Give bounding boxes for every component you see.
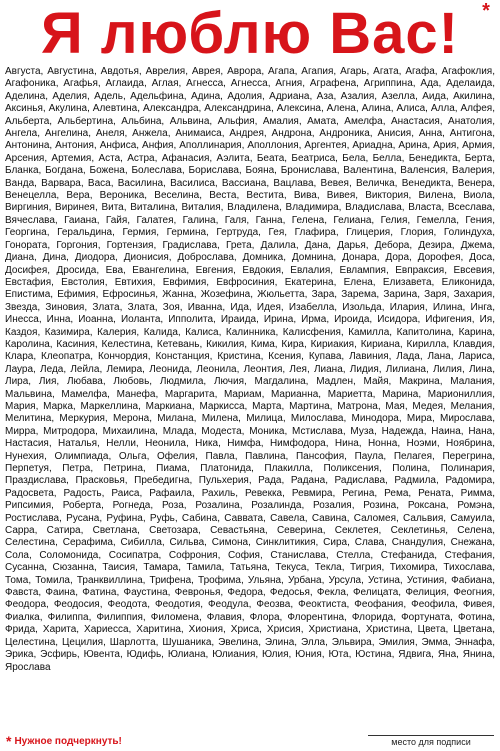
title-asterisk: * [482, 0, 490, 22]
names-list: Августа, Августина, Авдотья, Аврелия, Аврея, Аврора, Агапа, Агапия, Агарь, Агата, Агафа, Агафоклия, Агафоника, Агафья, Аглаида, Аглая, Агнесса, Агнесса, Агния, Аграфена, Агриппина, Ада, Аделаида, Аделина, Аделия, Адель, Адельфина, Адина, Адолия, Адриана, Аза, Азалия, Азелла, Аида, Акилина, Аксинья, Акулина, Алевтина, Александра, Александрина, Алексина, Алена, Алина, Алиса, Алла, Алфея, Альберта, Альбертина, Альбина, Альвина, Альфия, Амалия, Амата, Амелфа, Анастасия, Анатолия, Ангела, Ангелина, Анеля, Анжела, Анимаиса, Андрея, Андрона, Андроника, Анисия, Анна, Антигона, Антонина, Антония, Анфиса, Анфия, Аполлинария, Аполлония, Аргентея, Ариадна, Арина, Ария, Армия, Арсения, Артемия, Аста, Астра, Афанасия, Аэлита, Беата, Беатриса, Бела, Белла, Бенедикта, Берта, Бланка, Богдана, Божена, Болеслава, Борислава, Бояна, Бронислава, Валентина, Валенсия, Валерия, Ванда, Варвара, Васа, Василина, Василиса, Вассиана, Вацлава, Вевея, Величка, Венедикта, Венера, Венецелла, Вера, Вероника, Веселина, Веста, Вестита, Вива, Вивея, Виктория, Вилена, Виола, Виргиния, Виринея, Вита, Виталина, Виталия, Владилена, Владимира, Владислава, Власта, Всеслава, Вячеслава, Гаиана, Гайя, Галатея, Галина, Галя, Ганна, Гелена, Гелиана, Гелия, Гемелла, Гения, Георгина, Геральдина, Гермия, Гермина, Гертруда, Гея, Глафира, Глицерия, Глория, Голиндуха, Гонората, Горгония, Гортензия, Градислава, Грета, Далила, Дана, Дарья, Дебора, Дезира, Джема, Диана, Дина, Диодора, Дионисия, Доброслава, Домника, Домнина, Донара, Дора, Дорофея, Доса, Досифея, Дросида, Ева, Евангелина, Евгения, Евдокия, Евлалия, Евлампия, Евпраксия, Евсевия, Евстафия, Евстолия, Евтихия, Евфимия, Евфросиния, Екатерина, Елена, Елизавета, Еликонида, Епистима, Ефимия, Ефросинья, Жанна, Жозефина, Жюльетта, Зара, Зарема, Зарина, Заря, Захария, Звезда, Зиновия, Злата, Злата, Зоя, Иванна, Ида, Идея, Изабелла, Изольда, Илария, Илина, Инга, Инесса, Инна, Иоанна, Иоланта, Ипполита, Ираида, Ирина, Ирма, Ироида, Исидора, Ифигения, Ия, Каздоя, Казимира, Калерия, Калида, Калиса, Калинника, Калисфения, Камилла, Капитолина, Карина, Каролина, Касиния, Келестина, Кетевань, Кикилия, Кима, Кира, Кириакия, Кириана, Кирилла, Клавдия, Клара, Клеопатра, Кончордия, Констанция, Кристина, Ксения, Купава, Лавиния, Лада, Лана, Лариса, Лаура, Леда, Лейла, Лемира, Леонида, Леонила, Леонтия, Лея, Лиана, Лидия, Лилиана, Лилия, Лина, Лира, Лия, Любава, Любовь, Людмила, Лючия, Магдалина, Мадлен, Майя, Макрина, Малания, Мальвина, Мамелфа, Манефа, Маргарита, Мариам, Марианна, Мариетта, Марина, Мариониллия, Мария, Марка, Маркеллина, Маркиана, Маркисса, Марта, Мартина, Матрона, Мая, Медея, Мелания, Мелитина, Меркурия, Мерона, Милана, Милена, Милица, Милослава, Минодора, Мира, Мирослава, Мирра, Митродора, Михаилина, Млада, Модеста, Моника, Мстислава, Муза, Надежда, Наина, Нана, Настасия, Наталья, Нелли, Неонила, Ника, Нимфа, Нимфодора, Нина, Нонна, Ноэми, Ноябрина, Нунехия, Олимпиада, Ольга, Офелия, Павла, Павлина, Пансофия, Паула, Пелагея, Перегрина, Перпетуя, Петра, Петрина, Пиама, Платонида, Плакилла, Поликсения, Полина, Полинария, Праздислава, Прасковья, Пребедигна, Пульхерия, Рада, Радана, Радислава, Радмила, Радомира, Радосвета, Радость, Раиса, Рафаила, Рахиль, Ревекка, Ревмира, Регина, Рема, Рената, Римма, Рипсимия, Роберта, Рогнеда, Роза, Розалина, Розалинда, Розалия, Розина, Роксана, Ромэна, Ростислава, Русана, Руфина, Руфь, Сабина, Саввата, Савела, Савина, Саломея, Сальвия, Самуила, Сарра, Сатира, Светлана, Светозара, Севастьяна, Северина, Секлетея, Секлетинья, Селена, Селестина, Серафима, Сибилла, Сильва, Симона, Синклитикия, Сира, Слава, Снандулия, Снежана, Сола, Соломонида, Сосипатра, Софрония, София, Станислава, Стелла, Стефанида, Стефания, Сусанна, Сюзанна, Таисия, Тамара, Тамила, Татьяна, Текуса, Текла, Тигрия, Тихомира, Тихослава, Тома, Томила, Транквиллина, Трифена, Трофима, Ульяна, Урбана, Урсула, Устина, Устиния, Фабиана, Фавста, Фаина, Фатина, Фаустина, Февронья, Федора, Федосья, Фекла, Фелицата, Фелиция, Феогния, Феодора, Феодосия, Феодота, Феодотия, Феодула, Феозва, Феоктиста, Феофания, Феофила, Фивея, Фиалка, Филиппа, Филиппия, Филомена, Флавия, Флора, Флорентина, Флорида, Фортуната, Фотина, Фрида, Харита, Хариесса, Харитина, Хиония, Хриса, Хрисия, Христиана, Христина, Цвета, Цветана, Целестина, Цецилия, Шарлотта, Шушаника, Эвелина, Элина, Элла, Эльвира, Эмилия, Эмма, Эннафа, Эрика, Эсфирь, Ювента, Юдифь, Юлиана, Юлиания, Юлия, Юния, Юта, Юстина, Ядвига, Яна, Янина, Ярослава [5, 66, 495, 673]
signature-line [368, 735, 494, 736]
names-block [5, 66, 495, 730]
footnote-text: Нужное подчеркнуть! [14, 735, 122, 747]
asterisk-icon: * [6, 733, 12, 749]
footnote [6, 734, 122, 748]
signature-label: место для подписи [391, 737, 471, 747]
footer [0, 731, 500, 751]
header [0, 2, 500, 66]
page-title: Я люблю Вас! [41, 1, 459, 66]
